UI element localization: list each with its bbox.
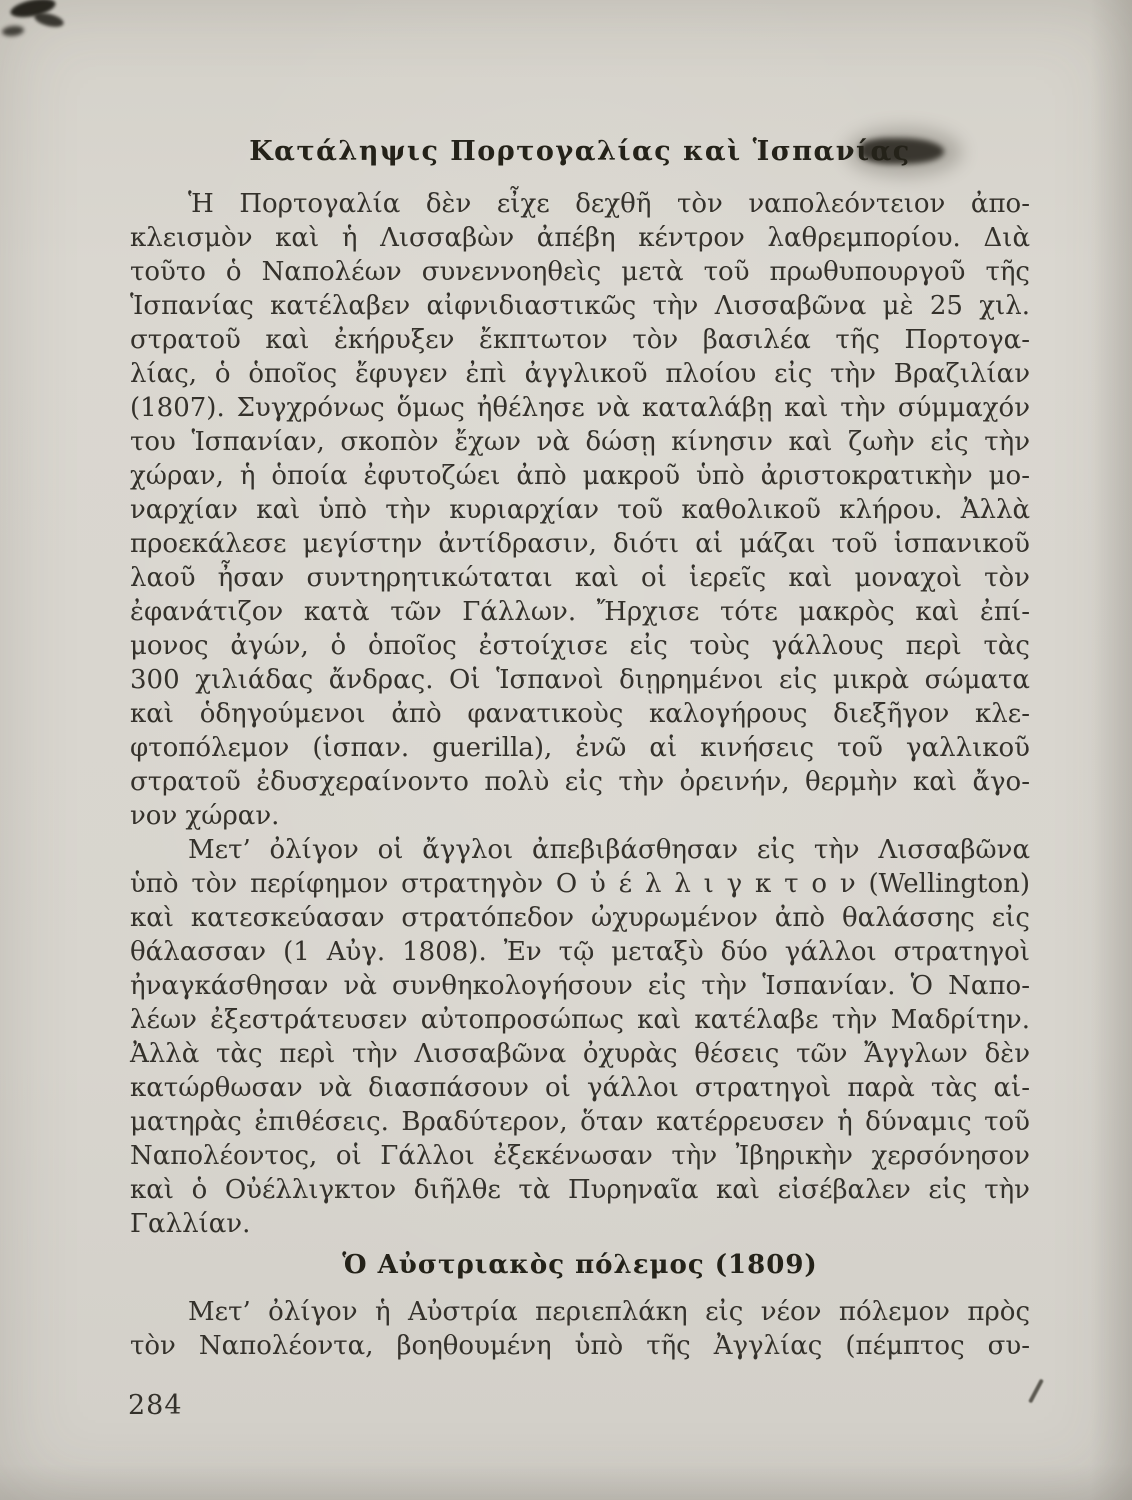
text-line: Ναπολέοντος, οἱ Γάλλοι ἐξεκένωσαν τὴν Ἰβηρικὴν χερσόνησον — [130, 1141, 1030, 1171]
scan-artifact — [2, 25, 25, 37]
section-heading-austrian-war: Ὁ Αὐστριακὸς πόλεμος (1809) — [342, 1250, 818, 1280]
text-line: του Ἱσπανίαν, σκοπὸν ἔχων νὰ δώσῃ κίνησιν καὶ ζωὴν εἰς τὴν — [130, 427, 1030, 457]
text-line: τοῦτο ὁ Ναπολέων συνεννοηθεὶς μετὰ τοῦ πρωθυπουργοῦ τῆς — [130, 257, 1030, 287]
text-line: ὑπὸ τὸν περίφημον στρατηγὸν Ο ὐ έ λ λ ι γ κ τ ο ν (Wellington) — [130, 869, 1030, 899]
text-line: ναρχίαν καὶ ὑπὸ τὴν κυριαρχίαν τοῦ καθολικοῦ κλήρου. Ἀλλὰ — [130, 495, 1030, 525]
text-line: θάλασσαν (1 Αὐγ. 1808). Ἐν τῷ μεταξὺ δύο γάλλοι στρατηγοὶ — [130, 937, 1030, 967]
text-line: μονος ἀγών, ὁ ὁποῖος ἐστοίχισε εἰς τοὺς γάλλους περὶ τὰς — [130, 631, 1030, 661]
text-line: λαοῦ ἦσαν συντηρητικώταται καὶ οἱ ἱερεῖς καὶ μοναχοὶ τὸν — [130, 563, 1030, 593]
text-line: ματηρὰς ἐπιθέσεις. Βραδύτερον, ὅταν κατέρρευσεν ἡ δύναμις τοῦ — [130, 1107, 1030, 1137]
text-line: Γαλλίαν. — [130, 1209, 251, 1239]
text-line: κατώρθωσαν νὰ διασπάσουν οἱ γάλλοι στρατηγοὶ παρὰ τὰς αἱ- — [130, 1073, 1030, 1103]
text-line: καὶ ὁδηγούμενοι ἀπὸ φανατικοὺς καλογήρους διεξῆγον κλε- — [130, 699, 1030, 729]
text-line: λίας, ὁ ὁποῖος ἔφυγεν ἐπὶ ἀγγλικοῦ πλοίου εἰς τὴν Βραζιλίαν — [130, 359, 1030, 389]
text-line: καὶ κατεσκεύασαν στρατόπεδον ὠχυρωμένον ἀπὸ θαλάσσης εἰς — [130, 903, 1030, 933]
scan-artifact — [33, 11, 65, 30]
text-line: ἠναγκάσθησαν νὰ συνθηκολογήσουν εἰς τὴν Ἱσπανίαν. Ὁ Ναπο- — [130, 971, 1030, 1001]
text-line: (1807). Συγχρόνως ὅμως ἠθέλησε νὰ καταλάβῃ καὶ τὴν σύμμαχόν — [130, 393, 1030, 423]
paragraph-portugal-spain-2 — [130, 833, 1030, 1241]
scan-artifact — [1028, 1379, 1044, 1404]
text-line: καὶ ὁ Οὐέλλιγκτον διῆλθε τὰ Πυρηναῖα καὶ εἰσέβαλεν εἰς τὴν — [130, 1175, 1030, 1205]
text-line: νον χώραν. — [130, 801, 280, 831]
text-line: προεκάλεσε μεγίστην ἀντίδρασιν, διότι αἱ μάζαι τοῦ ἱσπανικοῦ — [130, 529, 1030, 559]
text-line: φτοπόλεμον (ἱσπαν. guerilla), ἐνῶ αἱ κινήσεις τοῦ γαλλικοῦ — [130, 733, 1030, 763]
text-line: Μετ’ ὀλίγον οἱ ἄγγλοι ἀπεβιβάσθησαν εἰς τὴν Λισσαβῶνα — [188, 835, 1030, 865]
text-line: τὸν Ναπολέοντα, βοηθουμένη ὑπὸ τῆς Ἀγγλίας (πέμπτος συ- — [130, 1331, 1030, 1361]
text-line: Ἀλλὰ τὰς περὶ τὴν Λισσαβῶνα ὀχυρὰς θέσεις τῶν Ἄγγλων δὲν — [130, 1039, 1030, 1069]
text-line: χώραν, ἡ ὁποία ἐφυτοζώει ἀπὸ μακροῦ ὑπὸ ἀριστοκρατικὴν μο- — [130, 461, 1030, 491]
text-line: στρατοῦ καὶ ἐκήρυξεν ἔκπτωτον τὸν βασιλέα τῆς Πορτογα- — [130, 325, 1030, 355]
text-line: Ἡ Πορτογαλία δὲν εἶχε δεχθῆ τὸν ναπολεόντειον ἀπο- — [188, 189, 1030, 219]
page-number: 284 — [128, 1390, 183, 1421]
text-line: 300 χιλιάδας ἄνδρας. Οἱ Ἱσπανοὶ διῃρημένοι εἰς μικρὰ σώματα — [130, 665, 1030, 695]
paragraph-portugal-spain-1 — [130, 187, 1030, 833]
text-line: ἐφανάτιζον κατὰ τῶν Γάλλων. Ἤρχισε τότε μακρὸς καὶ ἐπί- — [130, 597, 1030, 627]
paragraph-austrian-war-1 — [130, 1295, 1030, 1363]
text-line: κλεισμὸν καὶ ἡ Λισσαβὼν ἀπέβη κέντρον λαθρεμπορίου. Διὰ — [130, 223, 1030, 253]
text-line: Ἱσπανίας κατέλαβεν αἰφνιδιαστικῶς τὴν Λισσαβῶνα μὲ 25 χιλ. — [130, 291, 1030, 321]
page-content — [130, 136, 1030, 1363]
page-title: Κατάληψις Πορτογαλίας καὶ Ἱσπανίας — [249, 136, 911, 167]
text-line: λέων ἐξεστράτευσεν αὐτοπροσώπως καὶ κατέλαβε τὴν Μαδρίτην. — [130, 1005, 1030, 1035]
scan-shadow-right — [1090, 0, 1132, 1500]
text-line: στρατοῦ ἐδυσχεραίνοντο πολὺ εἰς τὴν ὀρεινήν, θερμὴν καὶ ἄγο- — [130, 767, 1030, 797]
scan-shadow-bottom — [0, 1464, 1132, 1500]
text-line: Μετ’ ὀλίγον ἡ Αὐστρία περιεπλάκη εἰς νέον πόλεμον πρὸς — [188, 1297, 1030, 1327]
